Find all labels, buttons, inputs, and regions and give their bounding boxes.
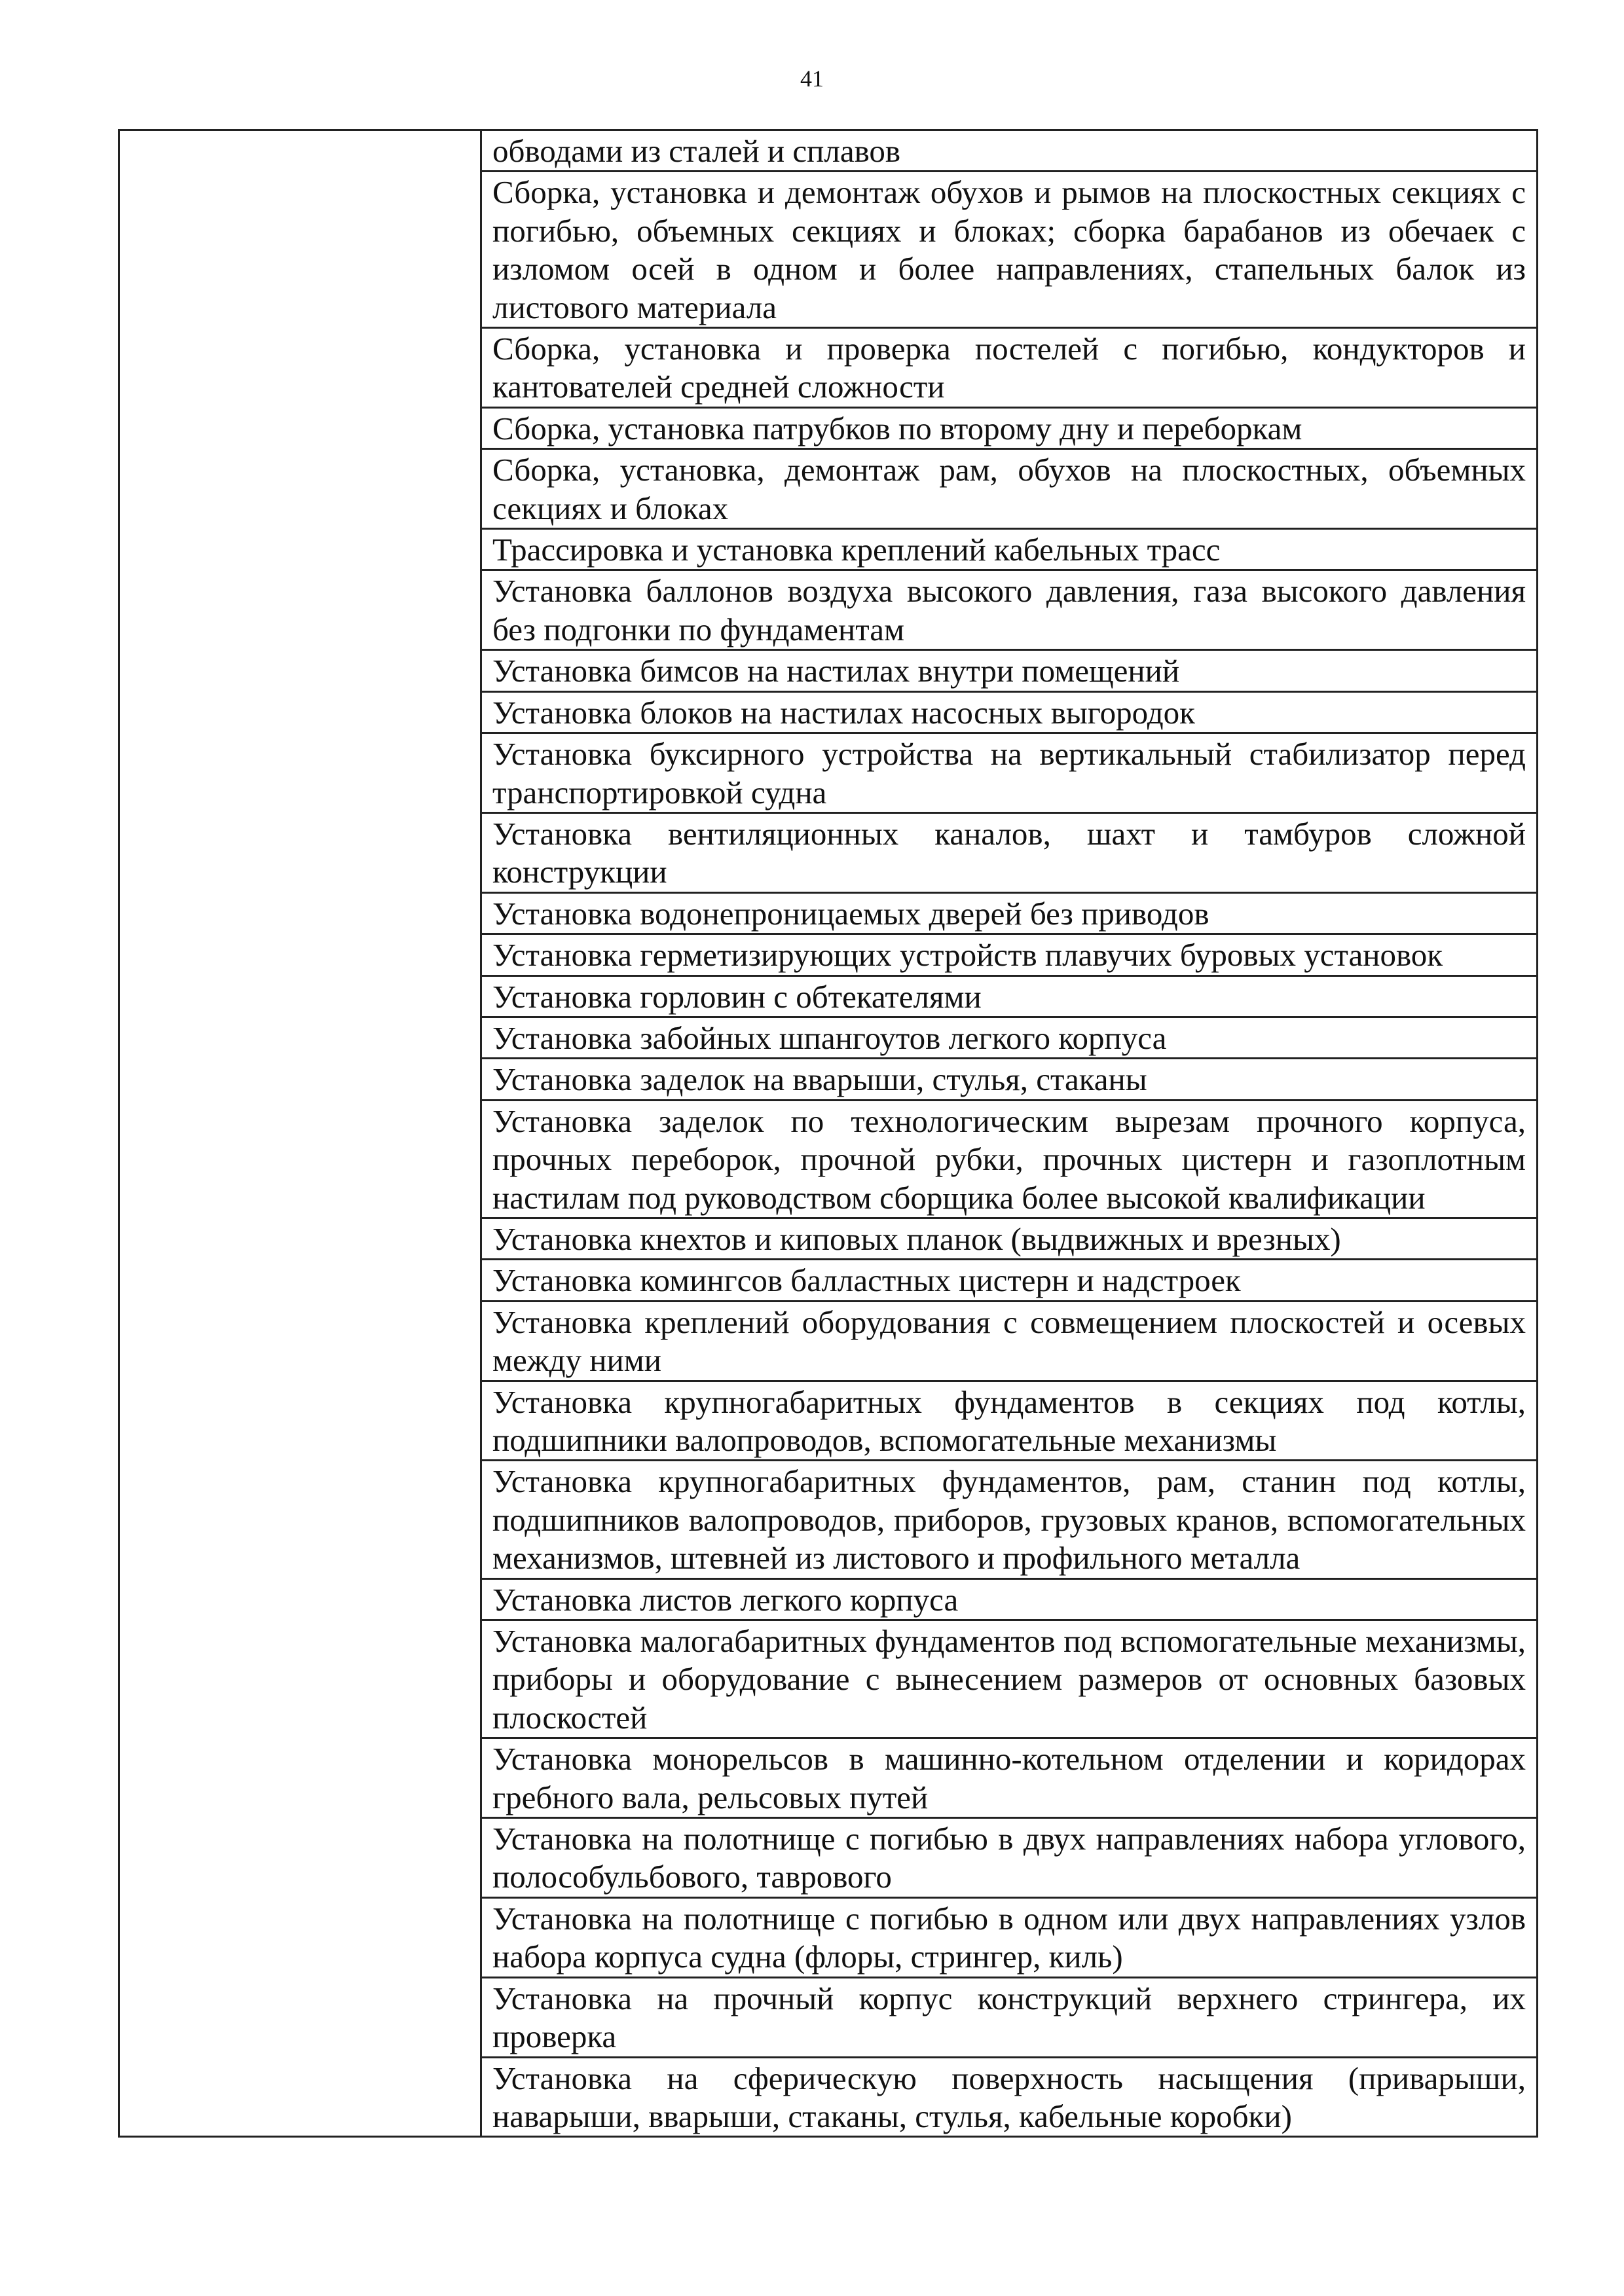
table-item-15: Установка забойных шпангоутов легкого корпуса (482, 1018, 1536, 1059)
table-item-11: Установка вентиляционных каналов, шахт и тамбуров сложной конструкции (482, 814, 1536, 894)
table-item-13: Установка герметизирующих устройств плавучих буровых установок (482, 935, 1536, 976)
table-item-6: Трассировка и установка креплений кабельных трасс (482, 530, 1536, 571)
table-item-28: Установка на прочный корпус конструкций верхнего стрингера, их проверка (482, 1978, 1536, 2058)
table-item-7: Установка баллонов воздуха высокого давления, газа высокого давления без подгонки по фундаментам (482, 571, 1536, 651)
table-item-20: Установка креплений оборудования с совмещением плоскостей и осевых между ними (482, 1302, 1536, 1382)
table-item-2: Сборка, установка и демонтаж обухов и рымов на плоскостных секциях с погибью, объемных секциях и блоках; сборка барабанов из обечаек с изломом осей в одном и более направлениях, стапельных балок из листового материала (482, 172, 1536, 329)
table-item-17: Установка заделок по технологическим вырезам прочного корпуса, прочных переборок, прочной рубки, прочных цистерн и газоплотным настилам под руководством сборщика более высокой квалификации (482, 1101, 1536, 1219)
table-item-24: Установка малогабаритных фундаментов под вспомогательные механизмы, приборы и оборудование с вынесением размеров от основных базовых плоскостей (482, 1621, 1536, 1739)
table-item-25: Установка монорельсов в машинно-котельном отделении и коридорах гребного вала, рельсовых путей (482, 1739, 1536, 1819)
table-item-19: Установка комингсов балластных цистерн и надстроек (482, 1260, 1536, 1302)
table-row (119, 130, 1538, 2137)
table-item-18: Установка кнехтов и киповых планок (выдвижных и врезных) (482, 1219, 1536, 1260)
table-item-12: Установка водонепроницаемых дверей без приводов (482, 894, 1536, 935)
table-item-27: Установка на полотнище с погибью в одном или двух направлениях узлов набора корпуса судна (флоры, стрингер, киль) (482, 1899, 1536, 1978)
table-item-23: Установка листов легкого корпуса (482, 1580, 1536, 1621)
table-item-4: Сборка, установка патрубков по второму дну и переборкам (482, 409, 1536, 450)
table-item-29: Установка на сферическую поверхность насыщения (приварыши, наварыши, вварыши, стаканы, стулья, кабельные коробки) (492, 2060, 1526, 2134)
table-item-1: обводами из сталей и сплавов (482, 131, 1536, 172)
table-item-14: Установка горловин с обтекателями (482, 977, 1536, 1018)
page-number: 41 (800, 65, 824, 92)
table-item-22: Установка крупногабаритных фундаментов, рам, станин под котлы, подшипников валопроводов, приборов, грузовых кранов, вспомогательных механизмов, штевней из листового и профильного металла (482, 1461, 1536, 1579)
table-item-8: Установка бимсов на настилах внутри помещений (482, 651, 1536, 692)
table-item-26: Установка на полотнище с погибью в двух направлениях набора углового, полособульбового, таврового (482, 1819, 1536, 1899)
table-item-9: Установка блоков на настилах насосных выгородок (482, 693, 1536, 734)
left-column-cell (119, 130, 481, 2137)
table-item-10: Установка буксирного устройства на вертикальный стабилизатор перед транспортировкой судна (482, 734, 1536, 814)
table-item-21: Установка крупногабаритных фундаментов в секциях под котлы, подшипники валопроводов, вспомогательные механизмы (482, 1382, 1536, 1462)
table-item-3: Сборка, установка и проверка постелей с погибью, кондукторов и кантователей средней сложности (482, 329, 1536, 409)
table-item-5: Сборка, установка, демонтаж рам, обухов на плоскостных, объемных секциях и блоках (482, 450, 1536, 530)
work-types-table (118, 129, 1538, 2138)
table-item-16: Установка заделок на вварыши, стулья, стаканы (482, 1059, 1536, 1101)
right-column-cell (481, 130, 1538, 2137)
